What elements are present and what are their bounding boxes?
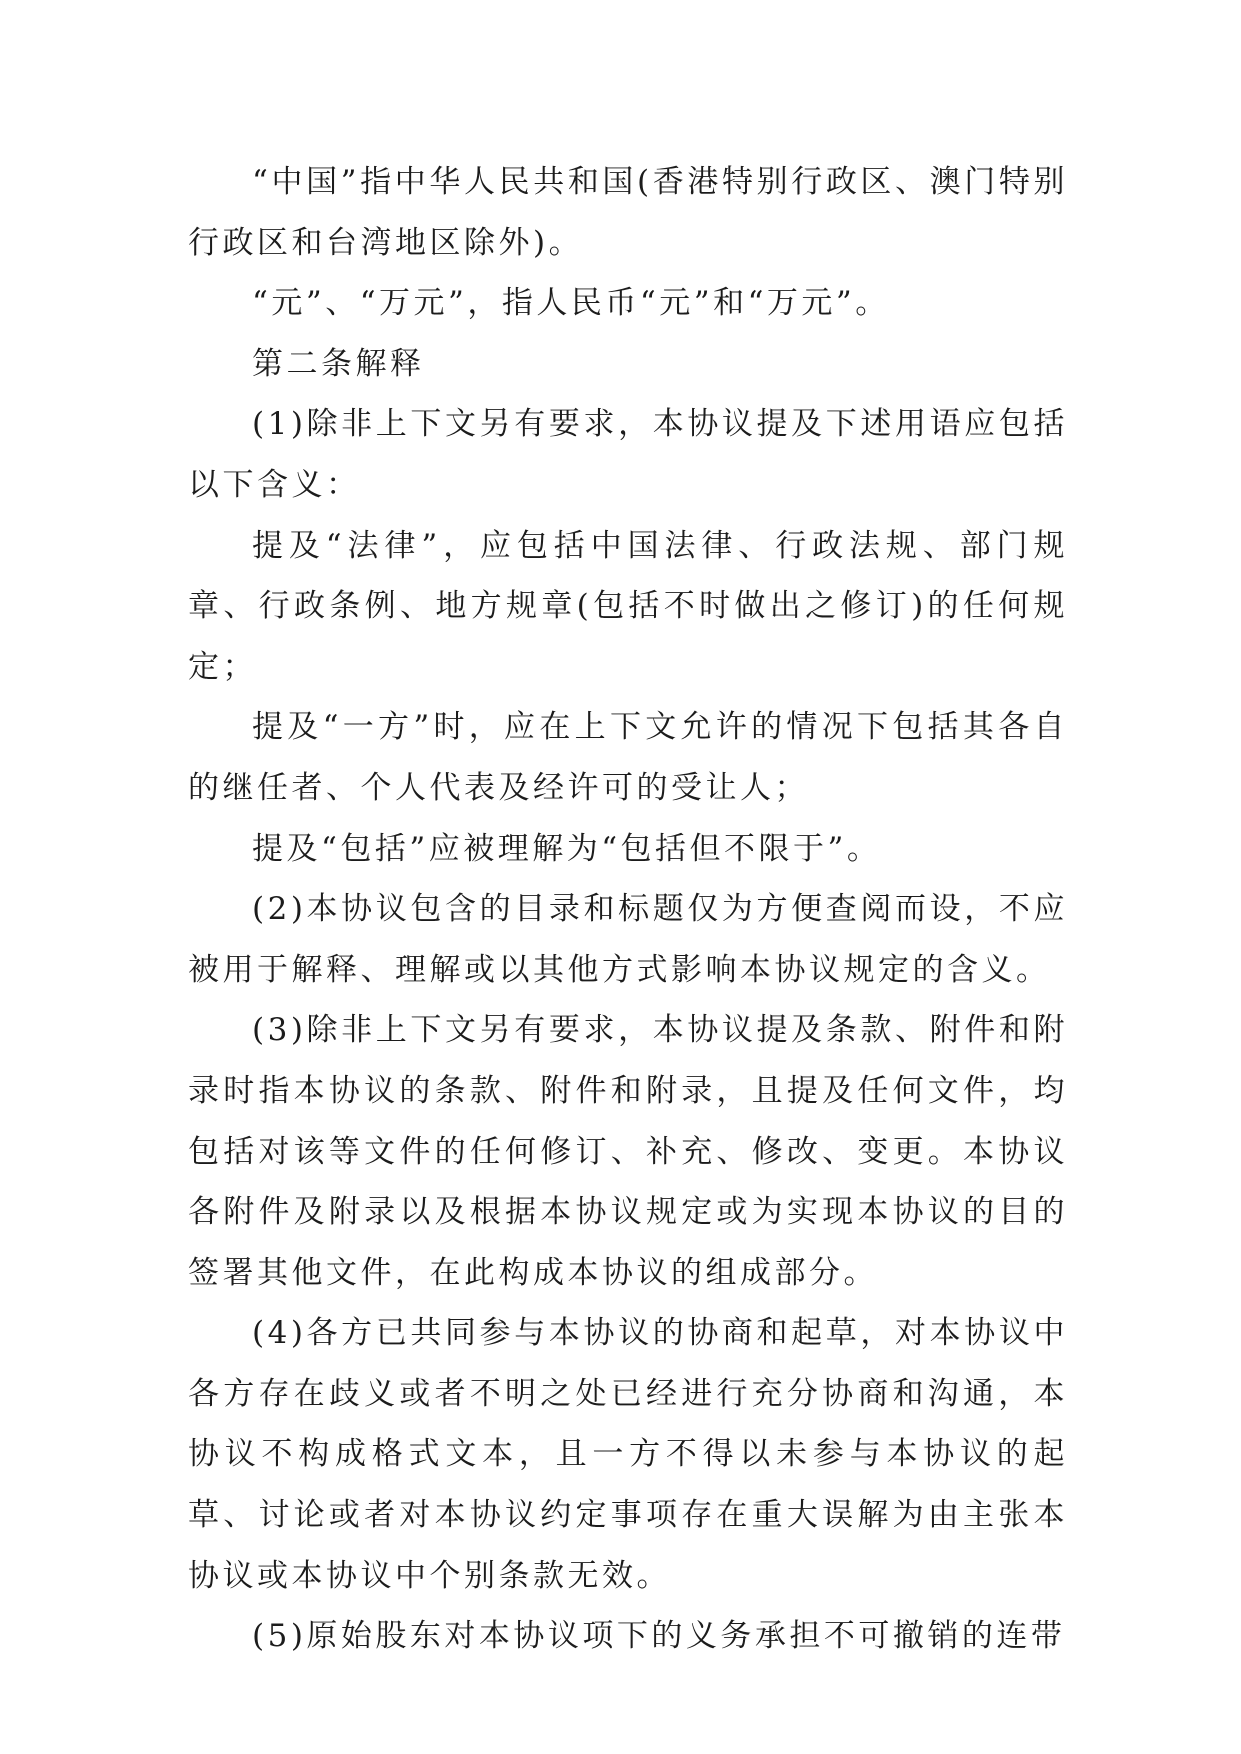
paragraph-reference-party: 提及“一方”时，应在上下文允许的情况下包括其各自的继任者、个人代表及经许可的受让人； <box>188 709 1068 806</box>
paragraph-clause-5: (5)原始股东对本协议项下的义务承担不可撤销的连带 <box>252 1618 1066 1655</box>
document-body <box>188 152 1068 1667</box>
paragraph-reference-including: 提及“包括”应被理解为“包括但不限于”。 <box>252 830 882 867</box>
paragraph-definition-yuan: “元”、“万元”，指人民币“元”和“万元”。 <box>252 285 890 322</box>
paragraph-clause-2: (2)本协议包含的目录和标题仅为方便查阅而设，不应被用于解释、理解或以其他方式影响本协议规定的含义。 <box>188 891 1068 988</box>
paragraph-clause-4: (4)各方已共同参与本协议的协商和起草，对本协议中各方存在歧义或者不明之处已经进行充分协商和沟通，本协议不构成格式文本，且一方不得以未参与本协议的起草、讨论或者对本协议约定事项存在重大误解为由主张本协议或本协议中个别条款无效。 <box>188 1315 1068 1594</box>
paragraph-definition-china: “中国”指中华人民共和国(香港特别行政区、澳门特别行政区和台湾地区除外)。 <box>188 164 1068 261</box>
paragraph-clause-1: (1)除非上下文另有要求，本协议提及下述用语应包括以下含义： <box>188 406 1068 503</box>
section-heading-interpretation: 第二条解释 <box>252 345 425 382</box>
paragraph-clause-3: (3)除非上下文另有要求，本协议提及条款、附件和附录时指本协议的条款、附件和附录，且提及任何文件，均包括对该等文件的任何修订、补充、修改、变更。本协议各附件及附录以及根据本协议规定或为实现本协议的目的签署其他文件，在此构成本协议的组成部分。 <box>188 1012 1068 1291</box>
paragraph-reference-law: 提及“法律”，应包括中国法律、行政法规、部门规章、行政条例、地方规章(包括不时做出之修订)的任何规定； <box>188 527 1068 685</box>
